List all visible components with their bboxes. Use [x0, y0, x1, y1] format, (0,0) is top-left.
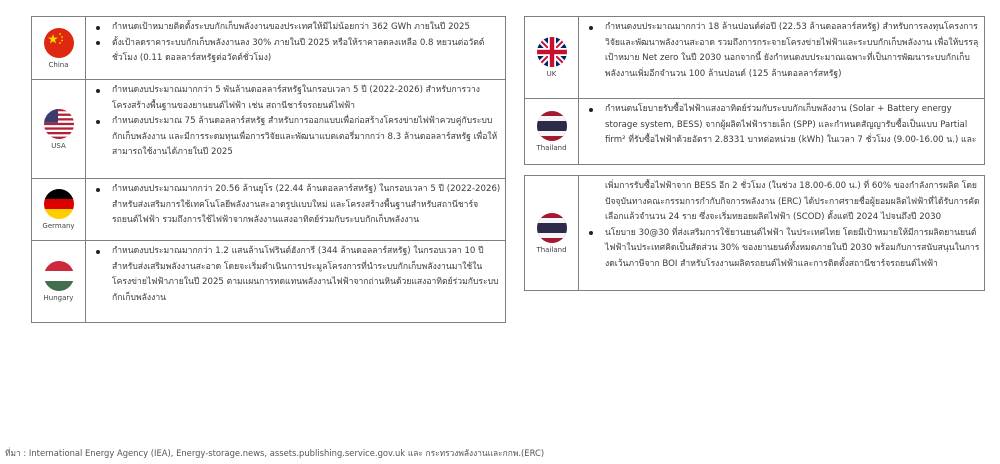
usa-flag-icon	[44, 109, 74, 139]
policy-bullet: กำหนดงบประมาณ 75 ล้านดอลลาร์สหรัฐ สำหรับการออกแบบเพื่อก่อสร้างโครงข่ายไฟฟ้าควบคู่กับระบบกักเก็บพลังงาน และมีการระดมทุนเพื่อการวิจัยและพัฒนาแบตเตอรี่มากกว่า 8.3 ล้านดอลลาร์สหรัฐ เพื่อให้สามารถใช้งานได้ภายในปี 2025	[90, 114, 501, 161]
country-cell-thailand	[525, 176, 579, 291]
policy-bullet: กำหนดเป้าหมายติดตั้งระบบกักเก็บพลังงานของประเทศให้มีไม่น้อยกว่า 362 GWh ภายในปี 2025	[90, 20, 501, 36]
country-name: Thailand	[536, 144, 567, 152]
table-row-uk	[525, 17, 985, 99]
thailand-flag-icon	[537, 111, 567, 141]
policy-cell-thailand-continued	[579, 176, 985, 291]
china-flag-icon	[44, 28, 74, 58]
policy-bullet: กำหนดนโยบายรับซื้อไฟฟ้าแสงอาทิตย์ร่วมกับระบบกักเก็บพลังงาน (Solar + Battery energy storage system, BESS) จากผู้ผลิตไฟฟ้ารายเล็ก (SPP) และกำหนดสัญญารับซื้อเป็นแบบ Partial firm² ที่รับซื้อไฟฟ้าด้วยอัตรา 2.8331 บาทต่อหน่วย (kWh) ในเวลา 7 ชั่วโมง (9.00-16.00 น.) และ	[583, 102, 980, 149]
table-row-usa	[32, 80, 506, 179]
policy-bullet: นโยบาย 30@30 ที่ส่งเสริมการใช้ยานยนต์ไฟฟ้า ในประเทศไทย โดยมีเป้าหมายให้มีการผลิตยานยนต์ไฟฟ้าในประเทศคิดเป็นสัดส่วน 30% ของยานยนต์ทั้งหมดภายในปี 2030 พร้อมกับการสนับสนุนในการงดเว้นภาษีจาก BOI สำหรับโรงงานผลิตรถยนต์ไฟฟ้าและการติดตั้งสถานีชาร์จรถยนต์ไฟฟ้า	[583, 226, 980, 273]
table-row-china	[32, 17, 506, 80]
policy-bullet: กำหนดงบประมาณมากกว่า 20.56 ล้านยูโร (22.44 ล้านดอลลาร์สหรัฐ) ในกรอบเวลา 5 ปี (2022-2026) สำหรับส่งเสริมการใช้เทคโนโลยีพลังงานสะอาดรูปแบบใหม่ และโครงสร้างพื้นฐานสำหรับสถานีชาร์จรถยนต์ไฟฟ้า รวมถึงการใช้ไฟฟ้าจากพลังงานแสงอาทิตย์ร่วมกับระบบกักเก็บพลังงาน	[90, 182, 501, 229]
right-policy-table-continued	[524, 175, 985, 291]
country-name: China	[48, 60, 69, 69]
source-note: ที่มา : International Energy Agency (IEA), Energy-storage.news, assets.publishing.service.gov.uk และ กระทรวงพลังงานและกกพ.(ERC)	[5, 448, 545, 458]
germany-flag-icon	[44, 189, 74, 219]
table-row-hungary	[32, 241, 506, 323]
policy-cell-uk	[579, 17, 985, 99]
country-name: Thailand	[536, 245, 567, 254]
country-name: USA	[51, 141, 66, 150]
right-policy-table	[524, 16, 985, 165]
table-row-thailand-continued	[525, 176, 985, 291]
country-name: Hungary	[43, 294, 74, 302]
country-cell-china	[32, 17, 86, 80]
policy-cell-usa	[86, 80, 506, 179]
policy-cell-china	[86, 17, 506, 80]
country-name: Germany	[42, 222, 75, 230]
left-policy-table	[31, 16, 506, 323]
policy-cell-thailand	[579, 99, 985, 165]
policy-bullet: ตั้งเป้าลดราคาระบบกักเก็บพลังงานลง 30% ภายในปี 2025 หรือให้ราคาลดลงเหลือ 0.8 หยวนต่อวัตต์ชั่วโมง (0.11 ดอลลาร์สหรัฐต่อวัตต์ชั่วโมง)	[90, 36, 501, 67]
policy-bullet: กำหนดงบประมาณมากกว่า 5 พันล้านดอลลาร์สหรัฐในกรอบเวลา 5 ปี (2022-2026) สำหรับการวางโครงสร้างพื้นฐานของยานยนต์ไฟฟ้า เช่น สถานีชาร์จรถยนต์ไฟฟ้า	[90, 83, 501, 114]
table-row-thailand	[525, 99, 985, 165]
uk-flag-icon	[537, 37, 567, 67]
country-cell-thailand	[525, 99, 579, 165]
country-cell-uk	[525, 17, 579, 99]
thailand-flag-icon	[537, 213, 567, 243]
policy-cell-germany	[86, 179, 506, 241]
policy-continuation-text: เพิ่มการรับซื้อไฟฟ้าจาก BESS อีก 2 ชั่วโมง (ในช่วง 18.00-6.00 น.) ที่ 60% ของกำลังการผลิต โดยปัจจุบันทางคณะกรรมการกำกับกิจการพลังงาน (ERC) ได้ประกาศรายชื่อผู้ยอมผลิตไฟฟ้าที่ได้รับการคัดเลือกแล้วจำนวน 24 ราย ซึ่งจะเริ่มทยอยผลิตไฟฟ้า (SCOD) ตั้งแต่ปี 2024 ไปจนถึงปี 2030	[605, 181, 980, 222]
policy-bullet: กำหนดงบประมาณมากกว่า 1.2 แสนล้านโฟรินต์ฮังการี (344 ล้านดอลลาร์สหรัฐ) ในกรอบเวลา 10 ปี สำหรับส่งเสริมพลังงานสะอาด โดยจะเริ่มดำเนินการประมูลโครงการที่นำระบบกักเก็บพลังงานมาใช้ในโครงข่ายไฟฟ้าภายในปี 2025 ตามแผนการทดแทนพลังงานไฟฟ้าจากถ่านหินด้วยแสงอาทิตย์ร่วมกับระบบกักเก็บพลังงาน	[90, 244, 501, 306]
policy-bullet: กำหนดงบประมาณมากกว่า 18 ล้านปอนด์ต่อปี (22.53 ล้านดอลลาร์สหรัฐ) สำหรับการลงทุนโครงการวิจัยและพัฒนาพลังงานสะอาด รวมถึงการกระจายโครงข่ายไฟฟ้าและระบบกักเก็บพลังงาน เพื่อให้บรรลุเป้าหมาย Net zero ในปี 2030 นอกจากนี้ ยังกำหนดงบประมาณเฉพาะที่เป็นการพัฒนาระบบกักเก็บพลังงานเพิ่มอีกจำนวน 100 ล้านปอนด์ (125 ล้านดอลลาร์สหรัฐ)	[583, 20, 980, 82]
hungary-flag-icon	[44, 261, 74, 291]
country-name: UK	[546, 70, 557, 78]
country-cell-usa	[32, 80, 86, 179]
country-cell-hungary	[32, 241, 86, 323]
policy-cell-hungary	[86, 241, 506, 323]
country-cell-germany	[32, 179, 86, 241]
table-row-germany	[32, 179, 506, 241]
